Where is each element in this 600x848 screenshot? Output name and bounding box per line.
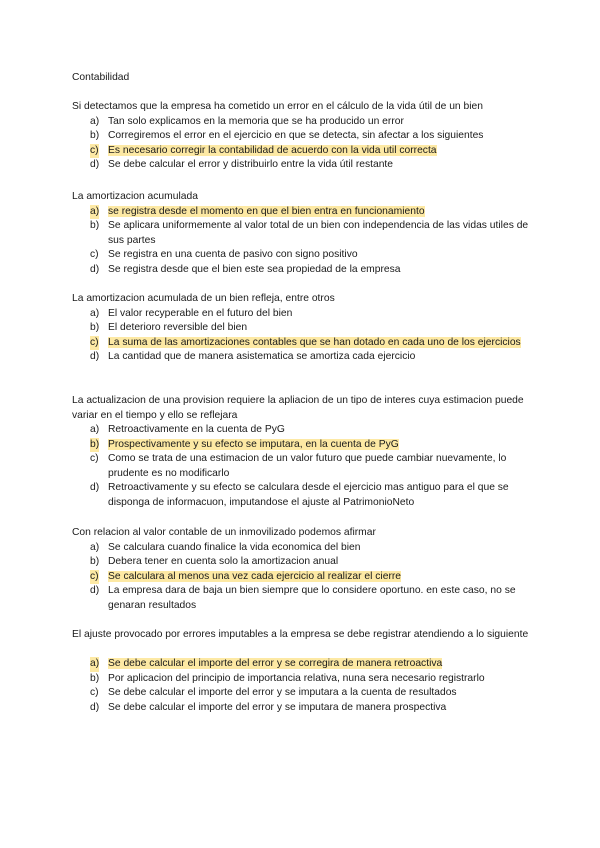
option-a-highlighted: a) se registra desde el momento en que el bien entra en funcionamiento: [72, 205, 532, 220]
question-stem: La amortizacion acumulada de un bien refleja, entre otros: [72, 293, 335, 304]
question-stem: El ajuste provocado por errores imputables a la empresa se debe registrar atendiendo a lo siguiente: [72, 629, 529, 640]
option-d: d) Se registra desde que el bien este sea propiedad de la empresa: [90, 263, 401, 275]
option-c: c) Como se trata de una estimacion de un valor futuro que puede cambiar nuevamente, lo prudente es no modificarlo: [90, 453, 507, 479]
options-list: [72, 541, 532, 614]
question-stem: Con relacion al valor contable de un inmovilizado podemos afirmar: [72, 527, 376, 538]
option-c: c) Se registra en una cuenta de pasivo con signo positivo: [90, 249, 358, 260]
question-4: [72, 394, 532, 510]
spacer: [72, 643, 532, 658]
option-a-highlighted: a) Se debe calcular el importe del error y se corregira de manera retroactiva: [72, 657, 532, 672]
option-c-highlighted: c) Se calculara al menos una vez cada ejercicio al realizar el cierre: [72, 570, 532, 585]
option-b: b) Se aplicara uniformemente al valor total de un bien con independencia de las vidas utiles de sus partes: [90, 220, 529, 246]
option-d: d) La cantidad que de manera asistematica se amortiza cada ejercicio: [90, 351, 416, 362]
options-list: [72, 423, 532, 510]
option-d: d) Se debe calcular el importe del error y se imputara de manera prospectiva: [90, 701, 447, 713]
option-a: a) Tan solo explicamos en la memoria que se ha producido un error: [90, 115, 404, 127]
option-d: d) Se debe calcular el error y distribuirlo entre la vida útil restante: [90, 159, 394, 170]
question-stem: La amortizacion acumulada: [72, 191, 198, 202]
question-stem: La actualizacion de una provision requiere la apliacion de un tipo de interes cuya estimacion puede variar en el tiempo y ello se reflejara: [72, 395, 524, 421]
option-b: b) Corregiremos el error en el ejercicio en que se detecta, sin afectar a los siguientes: [90, 130, 484, 141]
option-a: a) El valor recyperable en el futuro del bien: [90, 307, 293, 319]
page-title: Contabilidad: [72, 72, 130, 83]
option-b: b) Por aplicacion del principio de importancia relativa, nuna sera necesario registrarlo: [90, 672, 485, 684]
question-stem: Si detectamos que la empresa ha cometido un error en el cálculo de la vida útil de un bien: [72, 101, 483, 112]
options-list: [72, 307, 532, 365]
options-list: [72, 657, 532, 715]
question-3: [72, 292, 532, 365]
question-2: [72, 190, 532, 277]
option-a: a) Se calculara cuando finalice la vida economica del bien: [90, 541, 361, 553]
option-c-highlighted: c) Es necesario corregir la contabilidad de acuerdo con la vida util correcta: [72, 144, 532, 159]
question-1: [72, 100, 532, 173]
question-6: [72, 628, 532, 715]
option-c-highlighted: c) La suma de las amortizaciones contables que se han dotado en cada uno de los ejercicios: [72, 336, 532, 351]
option-b: b) El deterioro reversible del bien: [90, 322, 248, 333]
option-d: d) Retroactivamente y su efecto se calculara desde el ejercicio mas antiguo para el que se disponga de informacuon, imputandose el ajuste al PatrimonioNeto: [90, 482, 509, 508]
option-b: b) Debera tener en cuenta solo la amortizacion anual: [90, 556, 339, 567]
option-b-highlighted: b) Prospectivamente y su efecto se imputara, en la cuenta de PyG: [72, 438, 532, 453]
options-list: [72, 115, 532, 173]
option-c: c) Se debe calcular el importe del error y se imputara a la cuenta de resultados: [90, 687, 457, 698]
options-list: [72, 205, 532, 278]
option-d: d) La empresa dara de baja un bien siempre que lo considere oportuno. en este caso, no se genaran resultados: [90, 585, 516, 611]
option-a: a) Retroactivamente en la cuenta de PyG: [90, 424, 285, 435]
question-5: [72, 526, 532, 613]
